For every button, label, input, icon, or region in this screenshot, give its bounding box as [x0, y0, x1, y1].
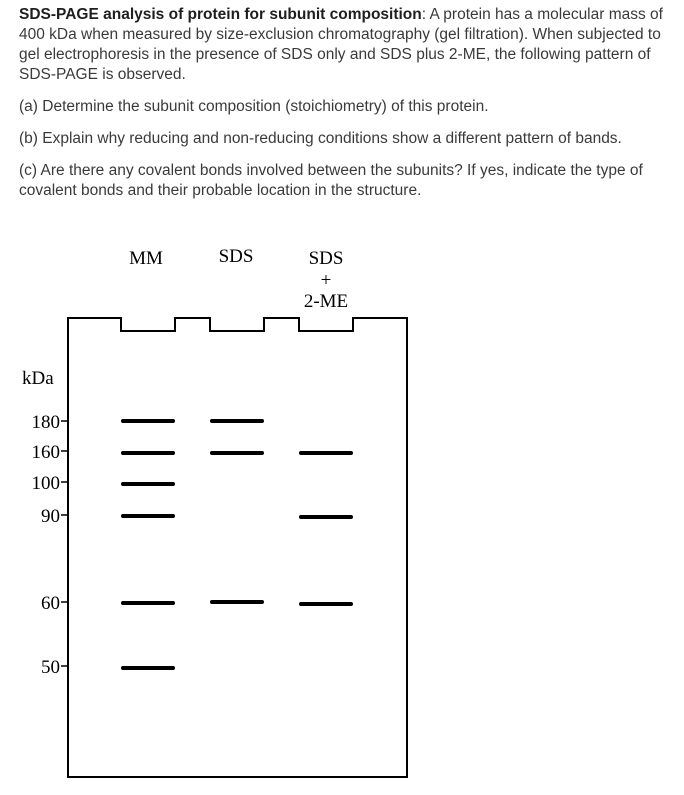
axis-unit-label: kDa: [22, 368, 54, 389]
lane-label-2me: 2-ME: [303, 291, 349, 312]
question-part-a: (a) Determine the subunit composition (stoichiometry) of this protein.: [19, 98, 489, 115]
marker-label-100: 100: [31, 473, 60, 494]
band-mm-60: [121, 601, 175, 605]
marker-label-180: 180: [31, 412, 60, 433]
lane-label-sds-me: SDS: [308, 248, 344, 269]
band-mm-180: [121, 419, 175, 423]
marker-label-60: 60: [41, 593, 60, 614]
band-mm-160: [121, 451, 175, 455]
band-mm-100: [121, 482, 175, 486]
gel-outline: [68, 318, 407, 777]
band-mm-90: [121, 514, 175, 518]
band-sds-160: [210, 451, 264, 455]
lane-label-plus: +: [320, 270, 332, 291]
band-sds-me-90: [299, 515, 353, 519]
marker-label-50: 50: [41, 657, 60, 678]
lane-label-sds: SDS: [218, 246, 254, 267]
band-sds-60: [210, 600, 264, 604]
band-mm-50: [121, 666, 175, 670]
question-title: SDS-PAGE analysis of protein for subunit composition: [19, 6, 422, 23]
marker-label-160: 160: [31, 442, 60, 463]
band-sds-180: [210, 419, 264, 423]
marker-label-90: 90: [41, 506, 60, 527]
question-intro-text: : A protein has a molecular mass of 400 kDa when measured by size-exclusion chromatography (gel filtration). When subjected to gel electrophoresis in the presence of SDS only and SDS plus 2-ME, the following pattern of SDS-PAGE is observed.: [19, 6, 663, 83]
band-sds-me-60: [299, 602, 353, 606]
question-part-c: (c) Are there any covalent bonds involved between the subunits? If yes, indicate the type of covalent bonds and their probable location in the structure.: [19, 162, 643, 199]
band-sds-me-160: [299, 451, 353, 455]
question-part-b: (b) Explain why reducing and non-reducing conditions show a different pattern of bands.: [19, 130, 622, 147]
lane-label-mm: MM: [129, 248, 163, 269]
